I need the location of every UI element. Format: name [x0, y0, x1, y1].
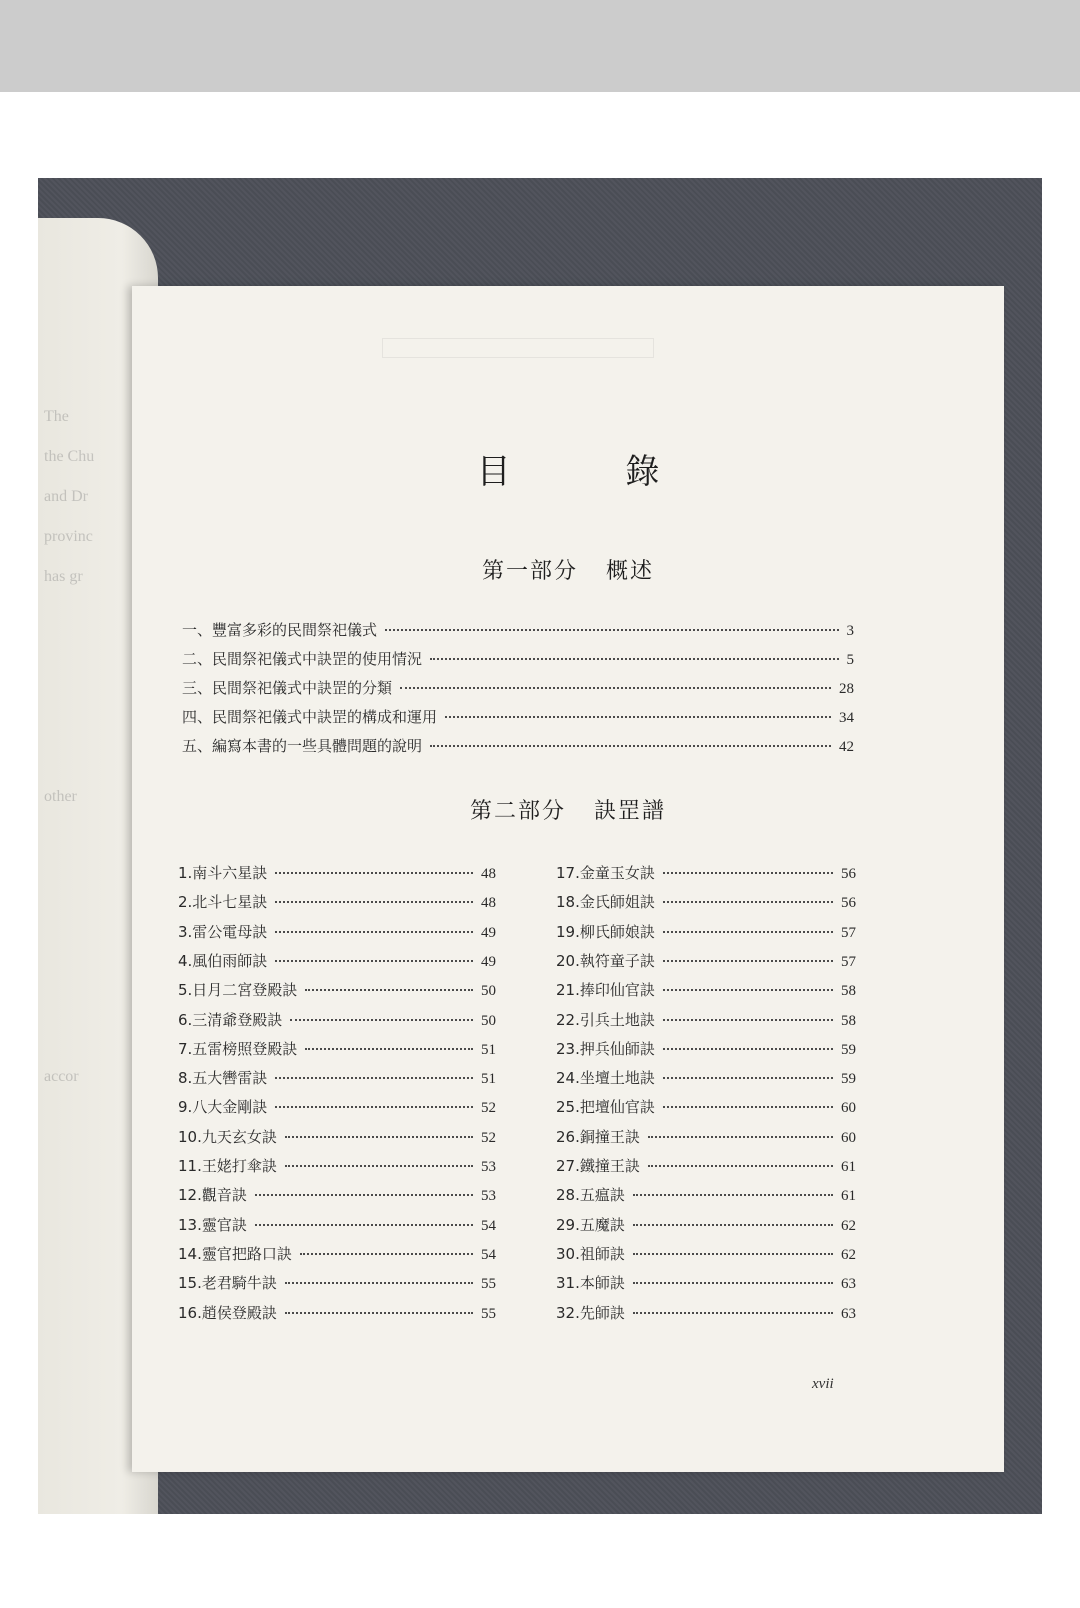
- toc-entry: [178, 1214, 496, 1236]
- toc-entry-label: 10.九天玄女訣: [178, 1127, 277, 1146]
- toc-entry-label: 25.把壇仙官訣: [556, 1098, 655, 1117]
- bleed-through-text: provinc: [44, 528, 93, 545]
- dot-leader: [400, 687, 831, 689]
- toc-entry: [556, 921, 856, 943]
- toc-entry-label: 19.柳氏師娘訣: [556, 922, 655, 941]
- dot-leader: [275, 872, 473, 874]
- toc-entry: [178, 979, 496, 1001]
- toc-entry: [178, 1096, 496, 1118]
- toc-entry: [556, 950, 856, 972]
- toc-entry-page: 61: [841, 1188, 856, 1205]
- dot-leader: [633, 1282, 833, 1284]
- toc-entry-page: 3: [846, 623, 854, 639]
- toc-entry: [556, 1126, 856, 1148]
- dot-leader: [285, 1312, 473, 1314]
- toc-entry: [178, 862, 496, 884]
- toc-entry: [182, 706, 854, 728]
- toc-entry-page: 49: [481, 953, 496, 970]
- toc-entry: [178, 921, 496, 943]
- toc-entry: [182, 735, 854, 757]
- dot-leader: [663, 989, 833, 991]
- dot-leader: [255, 1194, 473, 1196]
- toc-entry: [178, 891, 496, 913]
- dot-leader: [275, 931, 473, 933]
- toc-entry: [556, 1184, 856, 1206]
- dot-leader: [285, 1136, 473, 1138]
- toc-entry: [178, 1184, 496, 1206]
- toc-entry-label: 29.五魔訣: [556, 1215, 625, 1234]
- toc-entry-page: 34: [839, 710, 854, 726]
- toc-entry-label: 23.押兵仙師訣: [556, 1039, 655, 1058]
- toc-entry: [556, 1009, 856, 1031]
- toc-entry: [182, 677, 854, 699]
- toc-entry-label: 20.執符童子訣: [556, 951, 655, 970]
- toc-entry-page: 50: [481, 983, 496, 1000]
- toc-entry: [556, 1096, 856, 1118]
- toc-entry: [178, 1038, 496, 1060]
- part1-title: [132, 554, 1004, 585]
- toc-entry-page: 59: [841, 1071, 856, 1088]
- dot-leader: [633, 1312, 833, 1314]
- bleed-through-text: has gr: [44, 568, 83, 585]
- toc-entry: [556, 979, 856, 1001]
- dot-leader: [648, 1136, 833, 1138]
- dot-leader: [285, 1165, 473, 1167]
- toc-entry-label: 四、民間祭祀儀式中訣罡的構成和運用: [182, 708, 438, 726]
- bleed-through-text: accor: [44, 1068, 79, 1085]
- toc-entry-label: 6.三清爺登殿訣: [178, 1010, 283, 1029]
- toc-entry-page: 54: [481, 1217, 496, 1234]
- page-folio: xvii: [812, 1376, 834, 1392]
- dot-leader: [663, 1106, 833, 1108]
- part1-heading: 第一部分: [481, 559, 578, 584]
- toc-entry-label: 22.引兵土地訣: [556, 1010, 655, 1029]
- toc-entry-page: 49: [481, 924, 496, 941]
- toc-entry-label: 15.老君騎牛訣: [178, 1274, 277, 1293]
- dot-leader: [633, 1194, 833, 1196]
- toc-entry-page: 5: [846, 652, 854, 668]
- toc-entry-page: 55: [481, 1276, 496, 1293]
- dot-leader: [290, 1019, 473, 1021]
- toc-entry: [556, 1302, 856, 1324]
- toc-entry-page: 48: [481, 895, 496, 912]
- dot-leader: [275, 1106, 473, 1108]
- dot-leader: [285, 1282, 473, 1284]
- toc-page: [132, 286, 1004, 1472]
- toc-entry-page: 60: [841, 1100, 856, 1117]
- dot-leader: [305, 1048, 473, 1050]
- toc-entry-label: 7.五雷榜照登殿訣: [178, 1039, 298, 1058]
- part1-subheading: 概述: [606, 559, 655, 584]
- page-title: 目 錄: [476, 452, 712, 492]
- part2-title: [132, 794, 1004, 825]
- toc-entry: [556, 1155, 856, 1177]
- toc-entry: [556, 1067, 856, 1089]
- dot-leader: [663, 1019, 833, 1021]
- dot-leader: [430, 658, 838, 660]
- toc-entry-page: 59: [841, 1041, 856, 1058]
- toc-entry-label: 4.風伯雨師訣: [178, 951, 268, 970]
- dot-leader: [663, 1077, 833, 1079]
- toc-entry: [556, 1214, 856, 1236]
- toc-entry-label: 28.五瘟訣: [556, 1186, 625, 1205]
- toc-entry-page: 58: [841, 983, 856, 1000]
- toc-entry-label: 21.捧印仙官訣: [556, 981, 655, 1000]
- dot-leader: [255, 1224, 473, 1226]
- toc-entry-page: 50: [481, 1012, 496, 1029]
- toc-entry-label: 5.日月二宮登殿訣: [178, 981, 298, 1000]
- toc-entry-page: 63: [841, 1276, 856, 1293]
- toc-entry-label: 18.金氏師姐訣: [556, 893, 655, 912]
- toc-entry: [182, 619, 854, 641]
- toc-entry: [178, 950, 496, 972]
- toc-entry-label: 11.王姥打傘訣: [178, 1157, 277, 1175]
- toc-entry-page: 51: [481, 1071, 496, 1088]
- toc-entry-label: 9.八大金剛訣: [178, 1098, 268, 1117]
- dot-leader: [430, 745, 831, 747]
- bleed-through-text: other: [44, 788, 77, 805]
- toc-entry-page: 42: [839, 739, 854, 755]
- toc-entry-label: 31.本師訣: [556, 1274, 625, 1293]
- toc-entry-page: 53: [481, 1188, 496, 1205]
- dot-leader: [663, 931, 833, 933]
- dot-leader: [663, 1048, 833, 1050]
- toc-entry-label: 8.五大轡雷訣: [178, 1069, 268, 1088]
- dot-leader: [663, 901, 833, 903]
- toc-entry: [178, 1243, 496, 1265]
- book-photo: [38, 178, 1042, 1514]
- toc-entry-page: 60: [841, 1129, 856, 1146]
- bleed-through-text: the Chu: [44, 448, 95, 465]
- toc-entry-label: 17.金童玉女訣: [556, 864, 655, 882]
- toc-entry-label: 27.鐵撞王訣: [556, 1157, 640, 1175]
- dot-leader: [305, 989, 473, 991]
- toc-entry: [178, 1272, 496, 1294]
- dot-leader: [633, 1224, 833, 1226]
- toc-entry-label: 14.靈官把路口訣: [178, 1244, 292, 1263]
- toc-entry-page: 48: [481, 866, 496, 882]
- toc-entry-page: 56: [841, 866, 856, 882]
- toc-entry-page: 51: [481, 1041, 496, 1058]
- toc-entry-label: 一、豐富多彩的民間祭祀儀式: [182, 621, 378, 639]
- bleed-through-text: The: [44, 408, 69, 425]
- toc-entry-label: 30.祖師訣: [556, 1244, 625, 1263]
- toc-entry-label: 五、編寫本書的一些具體問題的說明: [182, 737, 423, 755]
- toc-entry-label: 三、民間祭祀儀式中訣罡的分類: [182, 679, 393, 697]
- toc-entry-page: 55: [481, 1305, 496, 1322]
- toc-entry: [556, 1243, 856, 1265]
- toc-entry-label: 2.北斗七星訣: [178, 893, 268, 912]
- toc-entry: [556, 1038, 856, 1060]
- toc-entry-page: 62: [841, 1217, 856, 1234]
- toc-entry-page: 53: [481, 1159, 496, 1175]
- top-gray-band: [0, 0, 1080, 92]
- toc-entry: [178, 1126, 496, 1148]
- toc-entry-page: 52: [481, 1100, 496, 1117]
- dot-leader: [385, 629, 838, 631]
- toc-entry-label: 24.坐壇土地訣: [556, 1069, 655, 1088]
- bleed-through-header: [382, 338, 654, 358]
- toc-entry-page: 57: [841, 924, 856, 941]
- toc-entry-label: 二、民間祭祀儀式中訣罡的使用情況: [182, 650, 423, 668]
- dot-leader: [275, 1077, 473, 1079]
- toc-entry: [182, 648, 854, 670]
- dot-leader: [275, 960, 473, 962]
- toc-entry-label: 1.南斗六星訣: [178, 864, 268, 882]
- toc-entry-label: 13.靈官訣: [178, 1215, 247, 1234]
- dot-leader: [445, 716, 831, 718]
- toc-entry: [178, 1302, 496, 1324]
- toc-entry: [556, 862, 856, 884]
- toc-entry-page: 58: [841, 1012, 856, 1029]
- toc-entry-page: 56: [841, 895, 856, 912]
- dot-leader: [663, 960, 833, 962]
- toc-entry-page: 52: [481, 1129, 496, 1146]
- part2-heading: 第二部分: [469, 799, 566, 824]
- dot-leader: [633, 1253, 833, 1255]
- toc-entry: [178, 1155, 496, 1177]
- toc-entry-page: 61: [841, 1159, 856, 1175]
- toc-entry-label: 3.雷公電母訣: [178, 922, 268, 941]
- bleed-through-text: and Dr: [44, 488, 88, 505]
- toc-entry-page: 63: [841, 1305, 856, 1322]
- toc-entry-label: 26.銅撞王訣: [556, 1127, 640, 1146]
- part2-subheading: 訣罡譜: [594, 799, 667, 824]
- toc-entry-label: 32.先師訣: [556, 1303, 625, 1322]
- toc-entry: [178, 1009, 496, 1031]
- toc-entry: [556, 1272, 856, 1294]
- dot-leader: [663, 872, 833, 874]
- toc-entry: [178, 1067, 496, 1089]
- toc-entry: [556, 891, 856, 913]
- toc-entry-label: 16.趙侯登殿訣: [178, 1303, 277, 1322]
- dot-leader: [300, 1253, 473, 1255]
- toc-entry-page: 28: [839, 681, 854, 697]
- toc-entry-page: 57: [841, 953, 856, 970]
- toc-entry-page: 54: [481, 1246, 496, 1263]
- toc-entry-label: 12.觀音訣: [178, 1186, 247, 1205]
- dot-leader: [648, 1165, 833, 1167]
- dot-leader: [275, 901, 473, 903]
- toc-entry-page: 62: [841, 1246, 856, 1263]
